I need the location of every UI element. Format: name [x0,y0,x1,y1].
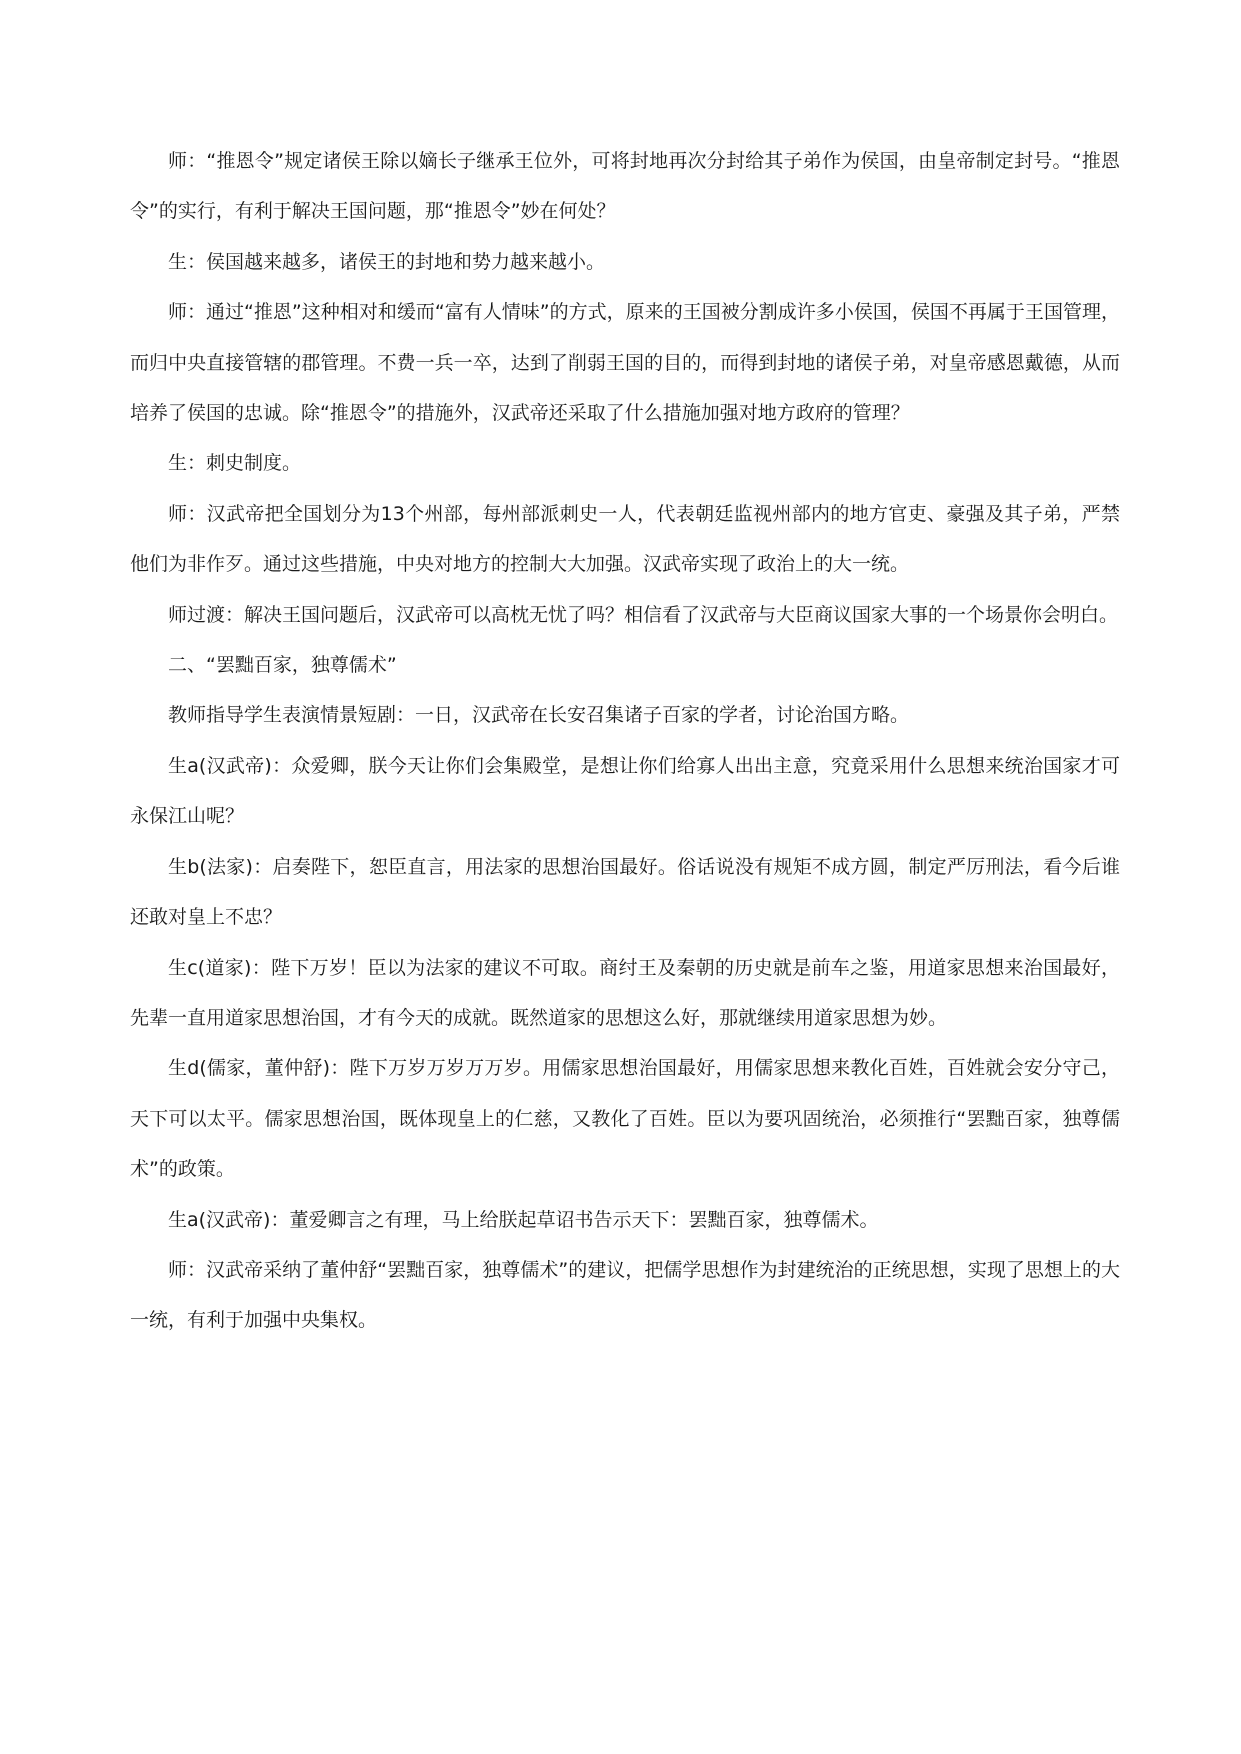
paragraph-teacher-transition: 师过渡：解决王国问题后，汉武帝可以高枕无忧了吗？相信看了汉武帝与大臣商议国家大事的一个场景你会明白。 [168,603,1119,626]
paragraph-student-a: 生a(汉武帝)：众爱卿，朕今天让你们会集殿堂，是想让你们给寡人出出主意，究竟采用什么思想来统治国家才可永保江山呢？ [130,754,1120,828]
paragraph-teacher-explanation-1: 师：通过“推恩”这种相对和缓而“富有人情味”的方式，原来的王国被分割成许多小侯国，侯国不再属于王国管理，而归中央直接管辖的郡管理。不费一兵一卒，达到了削弱王国的目的，而得到封地的诸侯子弟，对皇帝感恩戴德，从而培养了侯国的忠诚。除“推恩令”的措施外，汉武帝还采取了什么措施加强对地方政府的管理？ [130,301,1120,425]
paragraph-student-d: 生d(儒家，董仲舒)：陛下万岁万岁万万岁。用儒家思想治国最好，用儒家思想来教化百姓，百姓就会安分守己，天下可以太平。儒家思想治国，既体现皇上的仁慈，又教化了百姓。臣以为要巩固统治，必须推行“罢黜百家，独尊儒术”的政策。 [130,1057,1120,1181]
paragraph-student-a-reply: 生a(汉武帝)：董爱卿言之有理，马上给朕起草诏书告示天下：罢黜百家，独尊儒术。 [168,1208,879,1231]
paragraph-student-answer-2: 生：刺史制度。 [168,452,302,475]
paragraph-teacher-explanation-2: 师：汉武帝把全国划分为13个州部，每州部派刺史一人，代表朝廷监视州部内的地方官吏、豪强及其子弟，严禁他们为非作歹。通过这些措施，中央对地方的控制大大加强。汉武帝实现了政治上的大一统。 [130,502,1120,576]
paragraph-teacher-conclusion: 师：汉武帝采纳了董仲舒“罢黜百家，独尊儒术”的建议，把儒学思想作为封建统治的正统思想，实现了思想上的大一统，有利于加强中央集权。 [130,1258,1120,1332]
document-body [130,136,1120,1346]
paragraph-teacher-tuienling: 师：“推恩令”规定诸侯王除以嫡长子继承王位外，可将封地再次分封给其子弟作为侯国，由皇帝制定封号。“推恩令”的实行，有利于解决王国问题，那“推恩令”妙在何处？ [130,150,1120,223]
paragraph-student-c: 生c(道家)：陛下万岁！臣以为法家的建议不可取。商纣王及秦朝的历史就是前车之鉴，用道家思想来治国最好，先辈一直用道家思想治国，才有今天的成就。既然道家的思想这么好，那就继续用道家思想为妙。 [130,956,1120,1029]
section-heading: 二、“罢黜百家，独尊儒术” [168,654,397,677]
paragraph-student-answer-1: 生：侯国越来越多，诸侯王的封地和势力越来越小。 [168,250,606,273]
paragraph-student-b: 生b(法家)：启奏陛下，恕臣直言，用法家的思想治国最好。俗话说没有规矩不成方圆，制定严厉刑法，看今后谁还敢对皇上不忠？ [130,855,1120,929]
paragraph-skit-intro: 教师指导学生表演情景短剧：一日，汉武帝在长安召集诸子百家的学者，讨论治国方略。 [168,704,910,727]
